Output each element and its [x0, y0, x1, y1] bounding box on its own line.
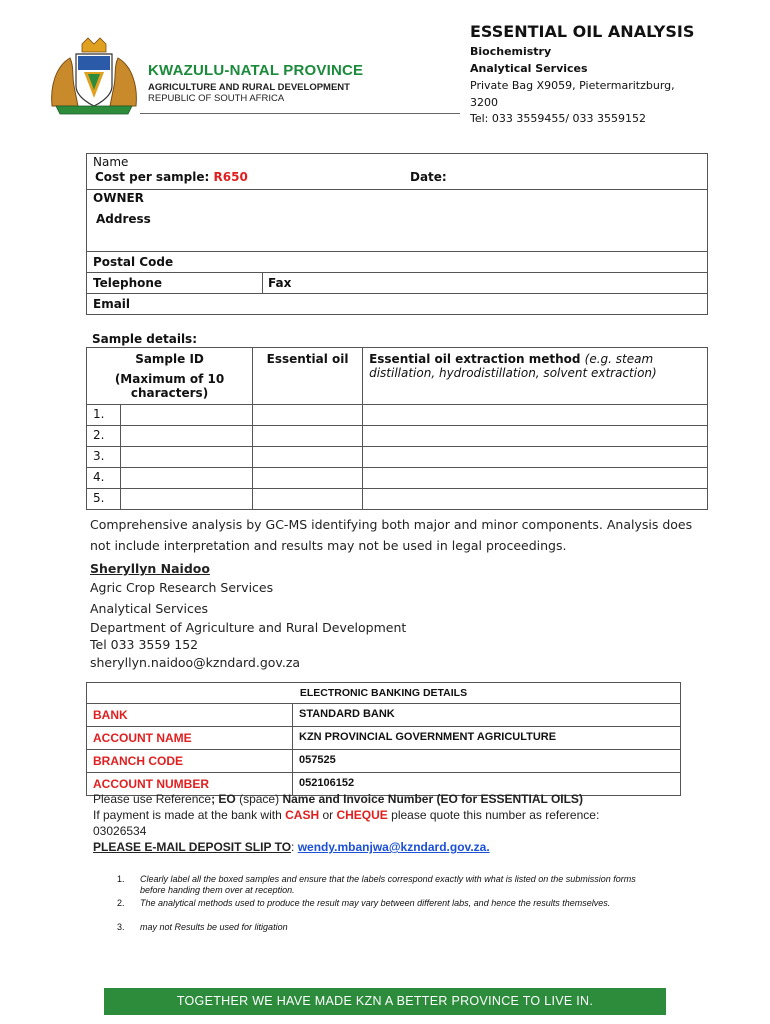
essential-oil-cell[interactable]	[253, 447, 363, 468]
address-line-5: Tel: 033 3559455/ 033 3559152	[470, 112, 647, 125]
address-label: Address	[96, 212, 151, 226]
form-divider	[86, 251, 708, 252]
account-name-key: ACCOUNT NAME	[87, 727, 293, 750]
essential-oil-cell[interactable]	[253, 426, 363, 447]
essential-oil-cell[interactable]	[253, 489, 363, 510]
address-field[interactable]	[160, 210, 700, 248]
date-field[interactable]	[450, 168, 700, 186]
fax-label: Fax	[268, 276, 292, 290]
cost-label: Cost per sample: R650	[95, 170, 248, 184]
date-label: Date:	[410, 170, 447, 184]
deposit-email-link[interactable]: wendy.mbanjwa@kzndard.gov.za.	[297, 840, 490, 854]
sample-id-cell[interactable]	[121, 447, 253, 468]
essential-oil-cell[interactable]	[253, 468, 363, 489]
contact-line: Analytical Services	[90, 601, 209, 616]
fax-field[interactable]	[300, 274, 700, 292]
form-divider	[86, 189, 708, 190]
name-field[interactable]	[140, 154, 700, 170]
sample-id-cell[interactable]	[121, 405, 253, 426]
contact-line: Agric Crop Research Services	[90, 580, 274, 595]
extraction-method-cell[interactable]	[363, 447, 708, 468]
address-line-2: Analytical Services	[470, 62, 588, 75]
note-text: may not Results be used for litigation	[140, 922, 288, 932]
sample-details-heading: Sample details:	[92, 332, 197, 346]
row-number: 4.	[87, 468, 121, 489]
note-number: 1.	[117, 874, 125, 884]
name-label: Name	[93, 155, 129, 169]
cost-value: R650	[213, 170, 248, 184]
provincial-crest-logo	[48, 36, 140, 116]
note-number: 3.	[117, 922, 125, 932]
table-row	[87, 426, 708, 447]
note-number: 2.	[117, 898, 125, 908]
sample-id-cell[interactable]	[121, 489, 253, 510]
extraction-method-cell[interactable]	[363, 489, 708, 510]
email-field[interactable]	[140, 295, 700, 313]
contact-email[interactable]: sheryllyn.naidoo@kzndard.gov.za	[90, 655, 301, 670]
form-divider	[86, 293, 708, 294]
payment-instruction: If payment is made at the bank with CASH or CHEQUE please quote this number as reference:	[93, 808, 600, 822]
table-row	[87, 704, 681, 727]
table-row	[87, 489, 708, 510]
bank-key: BANK	[87, 704, 293, 727]
deposit-slip-instruction: PLEASE E-MAIL DEPOSIT SLIP TO: wendy.mbanjwa@kzndard.gov.za.	[93, 840, 490, 854]
header-divider	[140, 113, 460, 114]
postal-code-field[interactable]	[180, 253, 700, 271]
address-line-1: Biochemistry	[470, 45, 552, 58]
row-number: 5.	[87, 489, 121, 510]
extraction-method-cell[interactable]	[363, 468, 708, 489]
contact-name: Sheryllyn Naidoo	[90, 561, 210, 576]
owner-label: OWNER	[93, 191, 144, 205]
contact-line: Department of Agriculture and Rural Development	[90, 620, 407, 635]
reference-instruction: Please use Reference; EO (space) Name and Invoice Number (EO for ESSENTIAL OILS)	[93, 792, 583, 806]
branch-code-value: 057525	[293, 750, 681, 773]
branch-code-key: BRANCH CODE	[87, 750, 293, 773]
note-text: Clearly label all the boxed samples and ensure that the labels correspond exactly with what is listed on the submission forms before handing them over at reception.	[140, 874, 636, 895]
analysis-description: Comprehensive analysis by GC-MS identifying both major and minor components. Analysis does not include interpretation and results may not be used in legal proceedings.	[90, 517, 693, 553]
account-number-key: ACCOUNT NUMBER	[87, 773, 293, 796]
essential-oil-cell[interactable]	[253, 405, 363, 426]
contact-line: Tel 033 3559 152	[90, 637, 199, 652]
reference-number: 03026534	[93, 824, 147, 838]
essential-oil-header: Essential oil	[253, 348, 363, 405]
extraction-method-header: Essential oil extraction method (e.g. steam distillation, hydrodistillation, solvent extraction)	[363, 348, 708, 405]
row-number: 2.	[87, 426, 121, 447]
address-line-3: Private Bag X9059, Pietermaritzburg,	[470, 79, 675, 92]
sample-id-cell[interactable]	[121, 468, 253, 489]
row-number: 3.	[87, 447, 121, 468]
country-line: REPUBLIC OF SOUTH AFRICA	[148, 93, 285, 104]
document-title: ESSENTIAL OIL ANALYSIS	[470, 22, 695, 41]
email-label: Email	[93, 297, 131, 311]
telephone-field[interactable]	[170, 274, 258, 292]
banking-details-table	[86, 682, 681, 796]
address-line-4: 3200	[470, 96, 498, 109]
table-row	[87, 750, 681, 773]
form-divider	[86, 272, 708, 273]
sample-id-header: Sample ID (Maximum of 10 characters)	[87, 348, 253, 405]
row-number: 1.	[87, 405, 121, 426]
extraction-method-cell[interactable]	[363, 426, 708, 447]
footer-banner: TOGETHER WE HAVE MADE KZN A BETTER PROVINCE TO LIVE IN.	[104, 988, 666, 1015]
dept-line: AGRICULTURE AND RURAL DEVELOPMENT	[148, 82, 350, 93]
sample-id-cell[interactable]	[121, 426, 253, 447]
account-number-value: 052106152	[293, 773, 681, 796]
note-text: The analytical methods used to produce the result may vary between different labs, and hence the results themselves.	[140, 898, 611, 908]
bank-value: STANDARD BANK	[293, 704, 681, 727]
account-name-value: KZN PROVINCIAL GOVERNMENT AGRICULTURE	[293, 727, 681, 750]
table-row	[87, 447, 708, 468]
table-row	[87, 727, 681, 750]
form-divider	[262, 272, 263, 293]
banking-title: ELECTRONIC BANKING DETAILS	[87, 683, 681, 704]
table-row	[87, 468, 708, 489]
postal-code-label: Postal Code	[93, 255, 174, 269]
extraction-method-cell[interactable]	[363, 405, 708, 426]
org-name: KWAZULU-NATAL PROVINCE	[148, 62, 364, 79]
table-row	[87, 405, 708, 426]
telephone-label: Telephone	[93, 276, 163, 290]
sample-table	[86, 347, 708, 510]
